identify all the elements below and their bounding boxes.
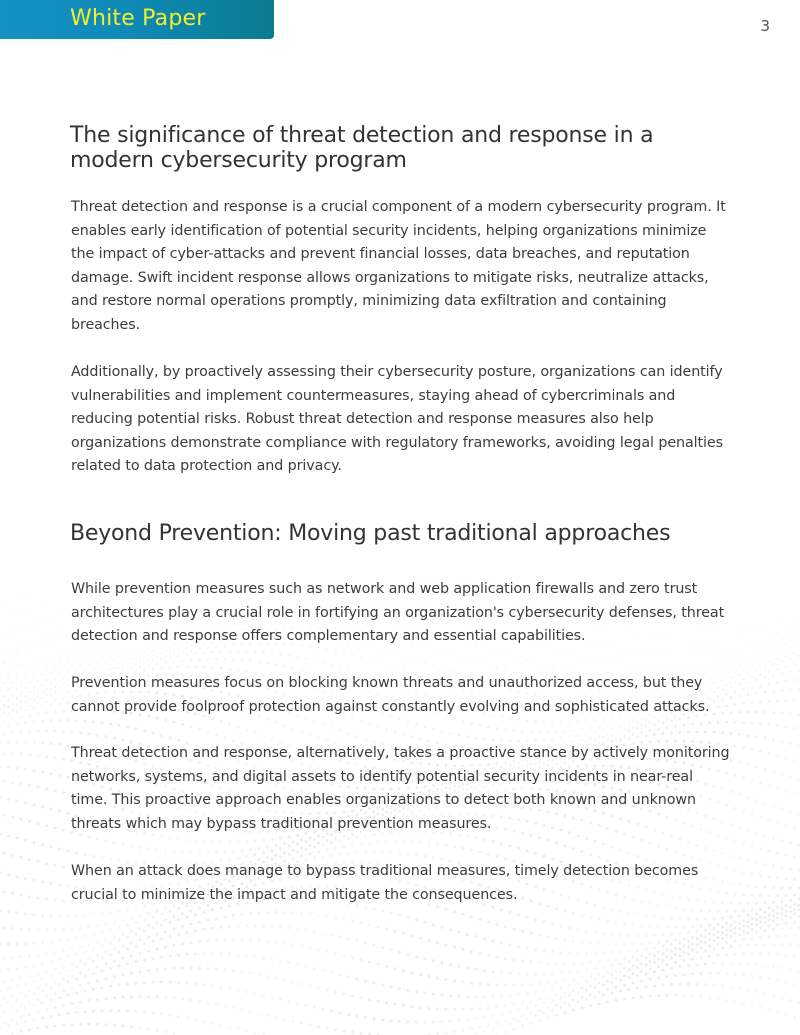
section-heading-significance: The significance of threat detection and response in a modern cybersecurity program: [70, 123, 654, 173]
paragraph: Threat detection and response is a crucial component of a modern cybersecurity program. It enables early identification of potential security incidents, helping organizations minimize the impact of cyber-attacks and prevent financial losses, data breaches, and reputation damage. Swift incident response allows organizations to mitigate risks, neutralize attacks, and restore normal operations promptly, minimizing data exfiltration and containing breaches.: [71, 199, 726, 333]
badge-label: White Paper: [70, 6, 206, 31]
page-number: 3: [760, 17, 770, 35]
paragraph: When an attack does manage to bypass traditional measures, timely detection becomes crucial to minimize the impact and mitigate the consequences.: [71, 863, 699, 903]
paragraph: While prevention measures such as network and web application firewalls and zero trust architectures play a crucial role in fortifying an organization's cybersecurity defenses, threat detection and response offers complementary and essential capabilities.: [71, 581, 725, 644]
section-heading-beyond-prevention: Beyond Prevention: Moving past traditional approaches: [70, 521, 671, 546]
paragraph: Threat detection and response, alternatively, takes a proactive stance by actively monitoring networks, systems, and digital assets to identify potential security incidents in near-real time. This proactive approach enables organizations to detect both known and unknown threats which may bypass traditional prevention measures.: [71, 745, 730, 832]
paragraph: Additionally, by proactively assessing their cybersecurity posture, organizations can identify vulnerabilities and implement countermeasures, staying ahead of cybercriminals and reducing potential risks. Robust threat detection and response measures also help organizations demonstrate compliance with regulatory frameworks, avoiding legal penalties related to data protection and privacy.: [71, 364, 723, 474]
paragraph: Prevention measures focus on blocking known threats and unauthorized access, but they cannot provide foolproof protection against constantly evolving and sophisticated attacks.: [71, 675, 710, 715]
white-paper-badge: [0, 0, 274, 39]
